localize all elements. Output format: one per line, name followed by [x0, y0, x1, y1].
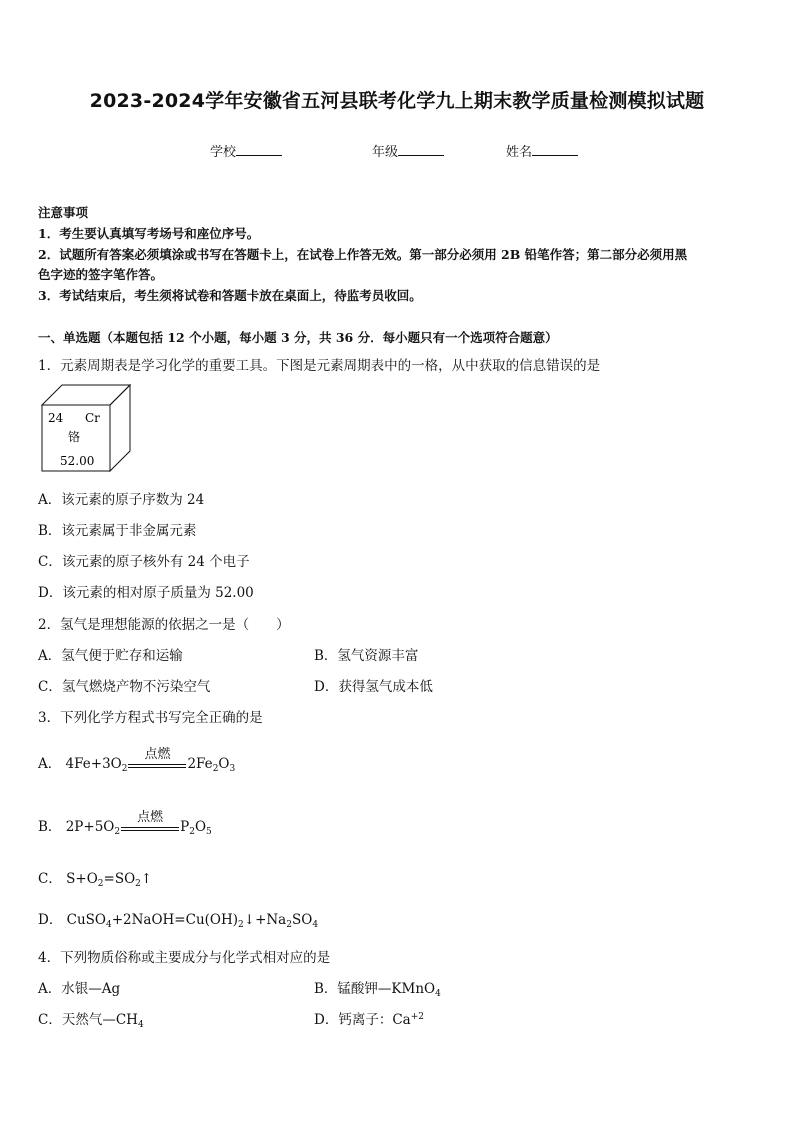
equation-products: P — [180, 819, 190, 835]
q4-option-c: C．天然气$—CH_4$ — [38, 1012, 144, 1030]
section-heading: 一、单选题（本题包括 12 个小题，每小题 3 分，共 36 分．每小题只有一个选项符合题意） — [38, 330, 558, 345]
question-2-stem: 2．氢气是理想能源的依据之一是（ ） — [38, 617, 290, 633]
note-item: 2．试题所有答案必须填涂或书写在答题卡上，在试卷上作答无效。第一部分必须用 2B 铅笔作答；第二部分必须用黑 — [38, 247, 688, 262]
subscript: 4 — [435, 989, 441, 999]
q1-option-c: C．该元素的原子核外有 24 个电子 — [38, 554, 250, 570]
subscript: 2 — [212, 764, 219, 774]
grade-label: 年级 — [372, 145, 399, 160]
school-field — [210, 141, 282, 160]
subscript: 2 — [121, 764, 128, 774]
condition-double-line — [121, 809, 179, 835]
subscript: 2 — [97, 879, 104, 889]
precipitate-arrow-icon: ↓ — [243, 912, 256, 928]
element-number: 24 — [48, 411, 64, 425]
q2-option-a: A．氢气便于贮存和运输 — [38, 648, 183, 664]
q3-d-label: D． — [38, 912, 63, 928]
note-item: 3．考试结束后，考生须将试卷和答题卡放在桌面上，待监考员收回。 — [38, 288, 422, 303]
condition-label: 点燃 — [144, 746, 171, 762]
question-4-stem: 4．下列物质俗称或主要成分与化学式相对应的是 — [38, 950, 331, 966]
name-field — [506, 141, 578, 160]
equation-reactants: 2P+5O — [65, 819, 115, 835]
subscript: 4 — [312, 920, 319, 930]
q1-option-a: A．该元素的原子序数为 24 — [38, 492, 205, 508]
q2-option-d: D．获得氢气成本低 — [314, 679, 433, 695]
school-label: 学校 — [210, 145, 237, 160]
equation-products: 2Fe — [187, 756, 213, 772]
condition-label: 点燃 — [137, 809, 164, 825]
gas-arrow-icon: ↑ — [140, 871, 153, 887]
subscript: 4 — [105, 920, 112, 930]
q3-option-c: C． $S+O_2=SO_2↑$ — [38, 871, 153, 889]
subscript: 3 — [229, 764, 236, 774]
question-1-stem: 1．元素周期表是学习化学的重要工具。下图是元素周期表中的一格，从中获取的信息错误的是 — [38, 358, 601, 374]
superscript: +2 — [410, 1012, 424, 1022]
q3-option-a: A． $4Fe+3O_2$ 点燃 $2Fe_2O_3$ — [38, 752, 235, 774]
name-label: 姓名 — [506, 145, 533, 160]
condition-double-line — [128, 746, 186, 772]
q3-a-label: A． — [38, 756, 62, 772]
q4-option-a: A．水银—Ag — [38, 981, 121, 997]
q3-option-b: B． $2P+5O_2$ 点燃 $P_2O_5$ — [38, 815, 212, 837]
notes-heading: 注意事项 — [38, 205, 89, 220]
q3-b-label: B． — [38, 819, 62, 835]
question-3-stem: 3．下列化学方程式书写完全正确的是 — [38, 710, 263, 726]
element-mass: 52.00 — [60, 454, 95, 468]
grade-blank — [398, 143, 444, 156]
subscript: 2 — [189, 827, 195, 837]
q2-option-c: C．氢气燃烧产物不污染空气 — [38, 679, 211, 695]
element-cell — [38, 383, 134, 475]
q3-c-label: C． — [38, 871, 62, 887]
element-symbol: Cr — [85, 411, 100, 425]
subscript: 2 — [238, 920, 244, 930]
note-item: 色字迹的签字笔作答。 — [38, 267, 164, 282]
school-blank — [236, 143, 282, 156]
element-name: 铬 — [68, 430, 81, 444]
subscript: 5 — [206, 827, 212, 837]
q4-option-b: B．锰酸钾—KMnO$_4$ — [314, 981, 441, 999]
grade-field — [372, 141, 444, 160]
subscript: 2 — [114, 827, 121, 837]
subscript: 4 — [137, 1020, 144, 1030]
q1-option-b: B．该元素属于非金属元素 — [38, 523, 197, 539]
q3-option-d: D． $CuSO_4+2NaOH=Cu(OH)_2↓+Na_2SO_4$ — [38, 912, 319, 930]
q2-option-b: B．氢气资源丰富 — [314, 648, 419, 664]
note-item: 1．考生要认真填写考场号和座位序号。 — [38, 226, 260, 241]
name-blank — [532, 143, 578, 156]
equation-reactants: 4Fe+3O — [65, 756, 122, 772]
subscript: 2 — [135, 879, 141, 889]
q1-option-d: D．该元素的相对原子质量为 52.00 — [38, 585, 254, 601]
q4-option-d: D．钙离子：$Ca^{+2}$ — [314, 1012, 424, 1028]
page-title: 2023-2024学年安徽省五河县联考化学九上期末教学质量检测模拟试题 — [89, 90, 705, 112]
subscript: 2 — [286, 920, 292, 930]
